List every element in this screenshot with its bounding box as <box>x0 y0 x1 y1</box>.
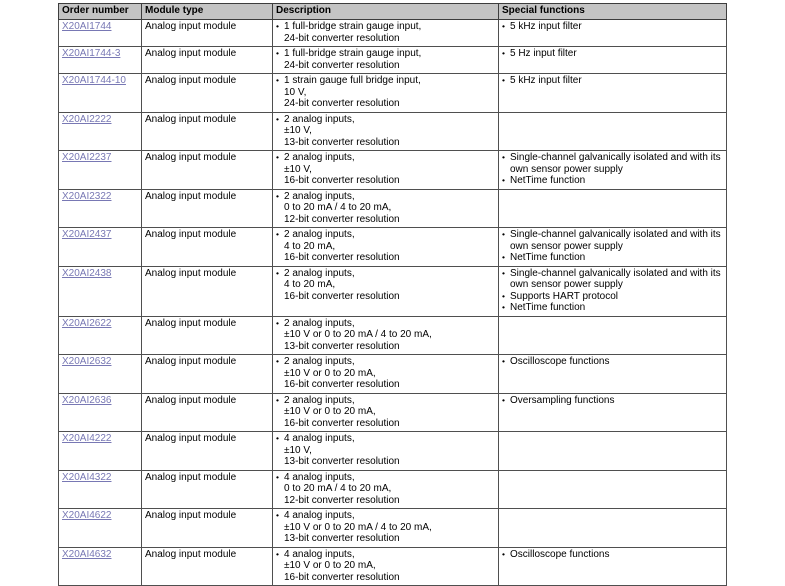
line-text: own sensor power supply <box>510 240 623 252</box>
order-number-cell <box>59 547 142 586</box>
bullet-marker: • <box>502 229 505 239</box>
module-type-cell: Analog input module <box>142 547 273 586</box>
line-text: 12-bit converter resolution <box>284 213 400 225</box>
bullet-marker: • <box>502 548 505 559</box>
order-number-link[interactable]: X20AI2622 <box>62 317 112 329</box>
bullet-marker: • <box>502 394 505 405</box>
order-number-link[interactable]: X20AI2632 <box>62 356 112 367</box>
bullet-marker: • <box>502 21 505 31</box>
bullet-line <box>276 268 495 280</box>
continuation-line <box>276 87 495 99</box>
bullet-line <box>502 268 723 280</box>
order-number-link[interactable]: X20AI1744-3 <box>62 48 121 59</box>
continuation-line <box>276 341 495 353</box>
continuation-line <box>276 483 495 495</box>
column-header-description: Description <box>273 4 499 20</box>
bullet-line <box>276 318 495 330</box>
table-row <box>59 47 727 74</box>
order-number-cell <box>59 509 142 548</box>
order-number-link[interactable]: X20AI2222 <box>62 113 112 125</box>
module-type-cell: Analog input module <box>142 20 273 47</box>
bullet-line <box>276 152 495 164</box>
special-functions-cell <box>499 266 727 316</box>
line-text: 5 kHz input filter <box>510 75 582 86</box>
table-row <box>59 509 727 548</box>
order-number-cell <box>59 228 142 267</box>
bullet-line <box>276 114 495 126</box>
table-row <box>59 432 727 471</box>
order-number-cell <box>59 20 142 47</box>
line-text: 16-bit converter resolution <box>284 290 400 302</box>
line-text: 16-bit converter resolution <box>284 571 400 583</box>
table-row <box>59 228 727 267</box>
bullet-line <box>276 356 495 368</box>
continuation-line <box>276 33 495 45</box>
bullet-line <box>502 395 723 407</box>
module-type-cell: Analog input module <box>142 112 273 151</box>
line-text: 2 analog inputs, <box>284 267 355 279</box>
module-type-cell: Analog input module <box>142 189 273 228</box>
bullet-marker: • <box>502 302 505 312</box>
order-number-link[interactable]: X20AI2237 <box>62 152 112 163</box>
bullet-marker: • <box>276 21 279 31</box>
module-type-cell: Analog input module <box>142 47 273 74</box>
bullet-line <box>276 191 495 203</box>
order-number-cell <box>59 189 142 228</box>
column-header-module-type: Module type <box>142 4 273 20</box>
module-type-cell: Analog input module <box>142 316 273 355</box>
line-text: 13-bit converter resolution <box>284 533 400 544</box>
continuation-line <box>276 495 495 507</box>
bullet-marker: • <box>276 75 279 85</box>
module-type-cell: Analog input module <box>142 266 273 316</box>
bullet-marker: • <box>276 152 279 162</box>
order-number-link[interactable]: X20AI1744-10 <box>62 75 126 86</box>
table-header <box>59 4 727 20</box>
line-text: 4 analog inputs, <box>284 471 355 483</box>
module-type-cell: Analog input module <box>142 151 273 190</box>
description-cell <box>273 432 499 471</box>
special-functions-cell <box>499 228 727 267</box>
continuation-line <box>276 445 495 457</box>
module-type-cell: Analog input module <box>142 228 273 267</box>
continuation-line <box>276 98 495 110</box>
bullet-marker: • <box>502 267 505 278</box>
line-text: 0 to 20 mA / 4 to 20 mA, <box>284 483 392 494</box>
line-text: 2 analog inputs, <box>284 394 355 406</box>
bullet-line <box>502 152 723 164</box>
line-text: Oscilloscope functions <box>510 356 610 367</box>
line-text: 16-bit converter resolution <box>284 252 400 263</box>
bullet-line <box>276 433 495 445</box>
line-text: own sensor power supply <box>510 279 623 290</box>
continuation-line <box>276 572 495 584</box>
table-body <box>59 20 727 586</box>
special-functions-cell <box>499 316 727 355</box>
bullet-line <box>276 229 495 241</box>
order-number-link[interactable]: X20AI2437 <box>62 229 112 240</box>
bullet-marker: • <box>276 113 279 124</box>
continuation-line <box>276 164 495 176</box>
order-number-cell <box>59 47 142 74</box>
module-type-cell: Analog input module <box>142 470 273 509</box>
special-functions-cell <box>499 189 727 228</box>
line-text: 24-bit converter resolution <box>284 32 400 44</box>
module-type-cell: Analog input module <box>142 393 273 432</box>
description-cell <box>273 189 499 228</box>
special-functions-cell <box>499 509 727 548</box>
continuation-line <box>276 60 495 72</box>
line-text: 24-bit converter resolution <box>284 59 400 71</box>
line-text: Single-channel galvanically isolated and with its <box>510 152 721 163</box>
module-type-cell: Analog input module <box>142 355 273 394</box>
table-row <box>59 266 727 316</box>
bullet-line <box>502 291 723 303</box>
line-text: 24-bit converter resolution <box>284 98 400 109</box>
order-number-link[interactable]: X20AI2636 <box>62 394 112 406</box>
continuation-line <box>276 533 495 545</box>
special-functions-cell <box>499 74 727 113</box>
table-row <box>59 355 727 394</box>
description-cell <box>273 355 499 394</box>
line-text: ±10 V, <box>284 163 312 175</box>
continuation-line <box>276 329 495 341</box>
bullet-line <box>502 356 723 368</box>
line-text: 13-bit converter resolution <box>284 136 400 148</box>
bullet-line <box>502 48 723 60</box>
order-number-cell <box>59 470 142 509</box>
line-text: ±10 V or 0 to 20 mA / 4 to 20 mA, <box>284 329 432 340</box>
bullet-line <box>502 75 723 87</box>
special-functions-cell <box>499 393 727 432</box>
header-row <box>59 4 727 20</box>
continuation-line <box>276 241 495 253</box>
special-functions-cell <box>499 151 727 190</box>
order-number-cell <box>59 432 142 471</box>
bullet-marker: • <box>276 48 279 58</box>
line-text: NetTime function <box>510 252 586 263</box>
continuation-line <box>276 202 495 214</box>
continuation-line <box>276 406 495 418</box>
table-row <box>59 470 727 509</box>
line-text: 2 analog inputs, <box>284 317 355 329</box>
bullet-line <box>502 229 723 241</box>
order-number-cell <box>59 355 142 394</box>
description-cell <box>273 393 499 432</box>
line-text: Oscilloscope functions <box>510 548 610 560</box>
line-text: ±10 V or 0 to 20 mA, <box>284 367 376 379</box>
special-functions-cell <box>499 432 727 471</box>
order-number-cell <box>59 393 142 432</box>
special-functions-cell <box>499 355 727 394</box>
line-text: 1 full-bridge strain gauge input, <box>284 48 422 59</box>
continuation-line <box>276 291 495 303</box>
bullet-line <box>276 21 495 33</box>
table-row <box>59 316 727 355</box>
line-text: 12-bit converter resolution <box>284 494 400 506</box>
module-type-cell: Analog input module <box>142 74 273 113</box>
bullet-line <box>502 549 723 561</box>
bullet-line <box>276 75 495 87</box>
order-number-cell <box>59 266 142 316</box>
line-text: 2 analog inputs, <box>284 190 355 202</box>
special-functions-cell <box>499 47 727 74</box>
description-cell <box>273 151 499 190</box>
line-text: 5 Hz input filter <box>510 48 577 59</box>
order-number-link[interactable]: X20AI2322 <box>62 190 112 202</box>
bullet-marker: • <box>502 356 505 366</box>
table-row <box>59 189 727 228</box>
bullet-marker: • <box>276 190 279 201</box>
module-type-cell: Analog input module <box>142 432 273 471</box>
bullet-line <box>276 472 495 484</box>
bullet-marker: • <box>276 548 279 559</box>
line-text: 2 analog inputs, <box>284 356 355 367</box>
line-text: 4 to 20 mA, <box>284 240 336 252</box>
bullet-marker: • <box>276 394 279 405</box>
continuation-line <box>276 175 495 187</box>
continuation-line <box>276 456 495 468</box>
column-header-order-number: Order number <box>59 4 142 20</box>
line-text: 5 kHz input filter <box>510 21 582 32</box>
description-cell <box>273 20 499 47</box>
special-functions-cell <box>499 20 727 47</box>
line-text: NetTime function <box>510 175 586 186</box>
line-text: ±10 V, <box>284 125 312 136</box>
line-text: 16-bit converter resolution <box>284 175 400 186</box>
line-text: ±10 V or 0 to 20 mA / 4 to 20 mA, <box>284 521 432 533</box>
continuation-line <box>276 379 495 391</box>
table-row <box>59 393 727 432</box>
special-functions-cell <box>499 470 727 509</box>
order-number-link[interactable]: X20AI4622 <box>62 510 112 521</box>
bullet-marker: • <box>502 75 505 85</box>
description-cell <box>273 509 499 548</box>
line-text: Single-channel galvanically isolated and with its <box>510 229 721 240</box>
bullet-line <box>276 510 495 522</box>
description-cell <box>273 316 499 355</box>
continuation-line <box>276 252 495 264</box>
line-text: 1 full-bridge strain gauge input, <box>284 21 422 32</box>
special-functions-cell <box>499 112 727 151</box>
description-cell <box>273 47 499 74</box>
table-row <box>59 151 727 190</box>
description-cell <box>273 74 499 113</box>
order-number-link[interactable]: X20AI4632 <box>62 548 112 560</box>
line-text: 4 to 20 mA, <box>284 279 336 290</box>
bullet-marker: • <box>502 48 505 58</box>
table-row <box>59 112 727 151</box>
bullet-marker: • <box>276 510 279 520</box>
line-text: 2 analog inputs, <box>284 152 355 163</box>
line-text: 16-bit converter resolution <box>284 379 400 390</box>
line-text: 4 analog inputs, <box>284 433 355 444</box>
description-cell <box>273 112 499 151</box>
table-row <box>59 547 727 586</box>
continuation-line <box>276 214 495 226</box>
description-cell <box>273 470 499 509</box>
bullet-line <box>502 302 723 314</box>
module-type-cell: Analog input module <box>142 509 273 548</box>
line-text: 0 to 20 mA / 4 to 20 mA, <box>284 202 392 213</box>
bullet-marker: • <box>276 471 279 482</box>
column-header-special-functions: Special functions <box>499 4 727 20</box>
line-text: 2 analog inputs, <box>284 229 355 240</box>
description-cell <box>273 228 499 267</box>
line-text: 16-bit converter resolution <box>284 417 400 429</box>
bullet-line <box>276 549 495 561</box>
bullet-marker: • <box>276 267 279 278</box>
bullet-line <box>502 175 723 187</box>
bullet-marker: • <box>502 252 505 262</box>
continuation-line <box>276 279 495 291</box>
line-text: 13-bit converter resolution <box>284 456 400 467</box>
continuation-line <box>502 164 723 176</box>
order-number-cell <box>59 74 142 113</box>
product-table <box>58 3 727 586</box>
line-text: Single-channel galvanically isolated and with its <box>510 267 721 279</box>
line-text: Oversampling functions <box>510 394 615 406</box>
order-number-link[interactable]: X20AI4322 <box>62 471 112 483</box>
order-number-cell <box>59 151 142 190</box>
bullet-line <box>502 21 723 33</box>
line-text: 4 analog inputs, <box>284 548 355 560</box>
special-functions-cell <box>499 547 727 586</box>
continuation-line <box>276 125 495 137</box>
order-number-link[interactable]: X20AI2438 <box>62 267 112 279</box>
line-text: 13-bit converter resolution <box>284 340 400 352</box>
line-text: ±10 V or 0 to 20 mA, <box>284 560 376 571</box>
line-text: NetTime function <box>510 302 586 313</box>
bullet-marker: • <box>276 229 279 239</box>
line-text: 1 strain gauge full bridge input, <box>284 75 421 86</box>
bullet-marker: • <box>276 317 279 328</box>
continuation-line <box>276 560 495 572</box>
line-text: ±10 V or 0 to 20 mA, <box>284 406 376 417</box>
table-row <box>59 20 727 47</box>
continuation-line <box>276 137 495 149</box>
bullet-marker: • <box>502 290 505 301</box>
description-cell <box>273 547 499 586</box>
line-text: own sensor power supply <box>510 163 623 175</box>
continuation-line <box>502 241 723 253</box>
continuation-line <box>276 418 495 430</box>
order-number-link[interactable]: X20AI4222 <box>62 433 112 444</box>
bullet-line <box>502 252 723 264</box>
table-row <box>59 74 727 113</box>
bullet-marker: • <box>502 152 505 162</box>
line-text: ±10 V, <box>284 444 312 456</box>
description-cell <box>273 266 499 316</box>
continuation-line <box>502 279 723 291</box>
order-number-cell <box>59 316 142 355</box>
order-number-link[interactable]: X20AI1744 <box>62 21 112 32</box>
continuation-line <box>276 522 495 534</box>
line-text: Supports HART protocol <box>510 290 619 302</box>
bullet-line <box>276 48 495 60</box>
bullet-line <box>276 395 495 407</box>
bullet-marker: • <box>276 433 279 443</box>
continuation-line <box>276 368 495 380</box>
order-number-cell <box>59 112 142 151</box>
line-text: 2 analog inputs, <box>284 113 355 125</box>
bullet-marker: • <box>502 175 505 185</box>
line-text: 4 analog inputs, <box>284 510 355 521</box>
line-text: 10 V, <box>284 86 307 98</box>
bullet-marker: • <box>276 356 279 366</box>
